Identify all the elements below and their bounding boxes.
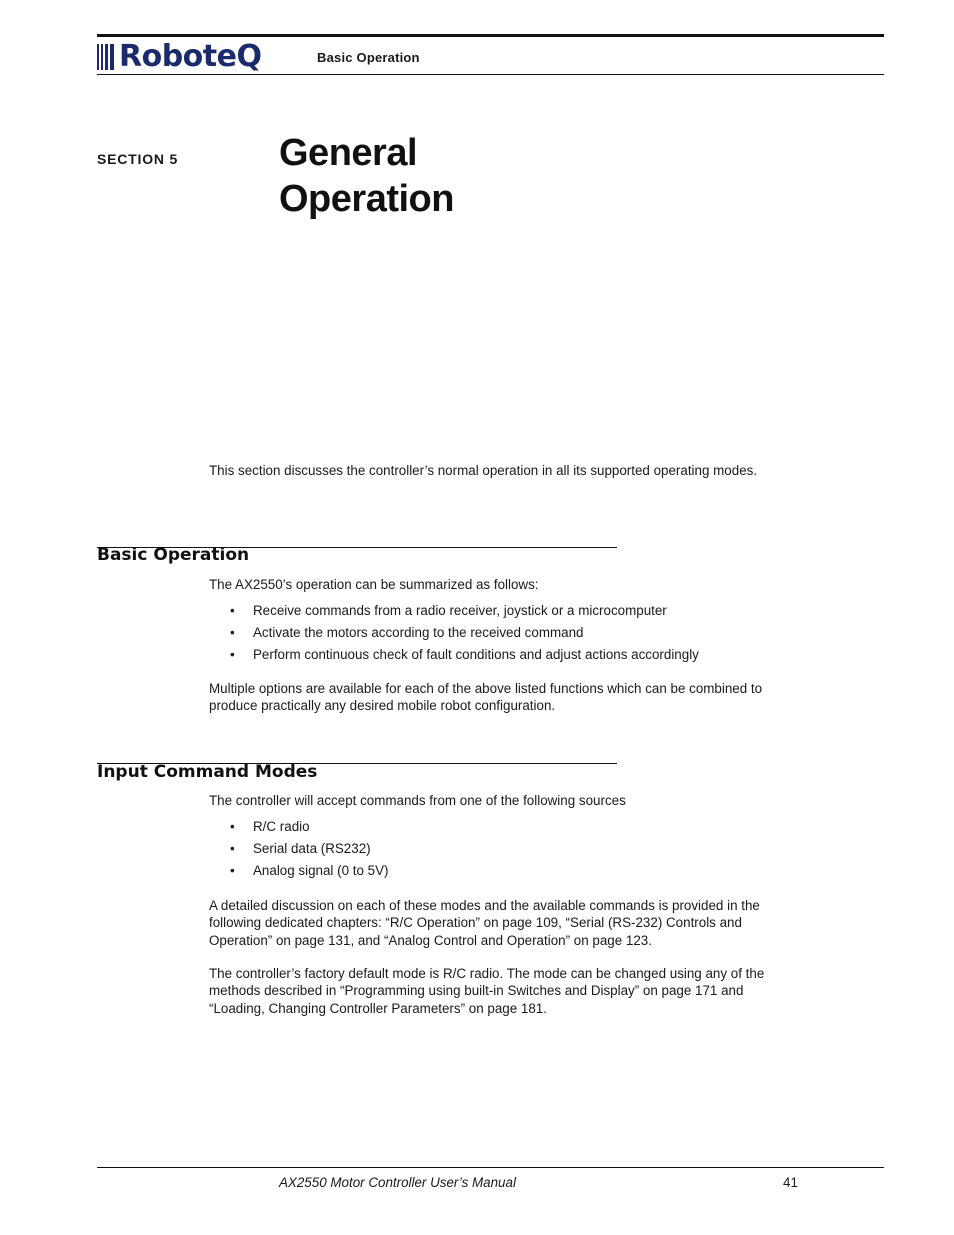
- section-label: SECTION 5: [97, 151, 179, 167]
- list-item: • Analog signal (0 to 5V): [230, 862, 389, 878]
- basic-operation-lead: The AX2550’s operation can be summarized as follows:: [209, 577, 539, 592]
- roboteq-logo: [97, 40, 262, 74]
- bullet-icon: •: [230, 603, 235, 618]
- basic-operation-heading: Basic Operation: [97, 545, 250, 565]
- input-modes-detail-paragraph: A detailed discussion on each of these modes and the available commands is provided in the following dedicated chapters: “R/C Operation” on page 109, “Serial (RS-232) Controls and Operation” on page 131, and “Analog Control and Operation” on page 123.: [209, 898, 760, 948]
- basic-operation-closing: Multiple options are available for each of the above listed functions which can be combined to produce practically any desired mobile robot configuration.: [209, 681, 763, 714]
- list-item: • Perform continuous check of fault conditions and adjust actions accordingly: [230, 646, 699, 662]
- intro-paragraph: This section discusses the controller’s normal operation in all its supported operating modes.: [209, 463, 758, 478]
- footer-page-number: 41: [783, 1175, 798, 1190]
- bullet-icon: •: [230, 646, 235, 662]
- input-sources-list: [230, 818, 770, 883]
- footer-rule: [97, 1167, 884, 1168]
- header-top-rule: [97, 34, 884, 37]
- bullet-icon: •: [230, 819, 235, 834]
- list-item: • Receive commands from a radio receiver, joystick or a microcomputer: [230, 603, 667, 618]
- bullet-icon: •: [230, 862, 235, 878]
- logo-text: RoboteQ: [119, 39, 262, 74]
- bullet-icon: •: [230, 624, 235, 640]
- section-title: [279, 130, 454, 222]
- input-command-modes-heading: Input Command Modes: [97, 762, 318, 782]
- header-bottom-rule: [97, 74, 884, 75]
- list-item: • Activate the motors according to the received command: [230, 624, 584, 640]
- list-item: • R/C radio: [230, 819, 310, 834]
- input-command-modes-lead: The controller will accept commands from one of the following sources: [209, 793, 626, 808]
- header-section-name: Basic Operation: [317, 50, 420, 65]
- logo-bars-icon: [97, 44, 116, 70]
- bullet-icon: •: [230, 840, 235, 856]
- section-title-line-2: Operation: [279, 178, 454, 220]
- section-title-line-1: General: [279, 132, 418, 174]
- input-modes-default-paragraph: The controller’s factory default mode is R/C radio. The mode can be changed using any of the methods described in “Programming using built-in Switches and Display” on page 171 and “Loading, Changing Controller Parameters” on page 181.: [209, 966, 765, 1016]
- list-item: • Serial data (RS232): [230, 840, 371, 856]
- footer-manual-title: AX2550 Motor Controller User’s Manual: [279, 1175, 516, 1190]
- basic-operation-list: [230, 602, 770, 667]
